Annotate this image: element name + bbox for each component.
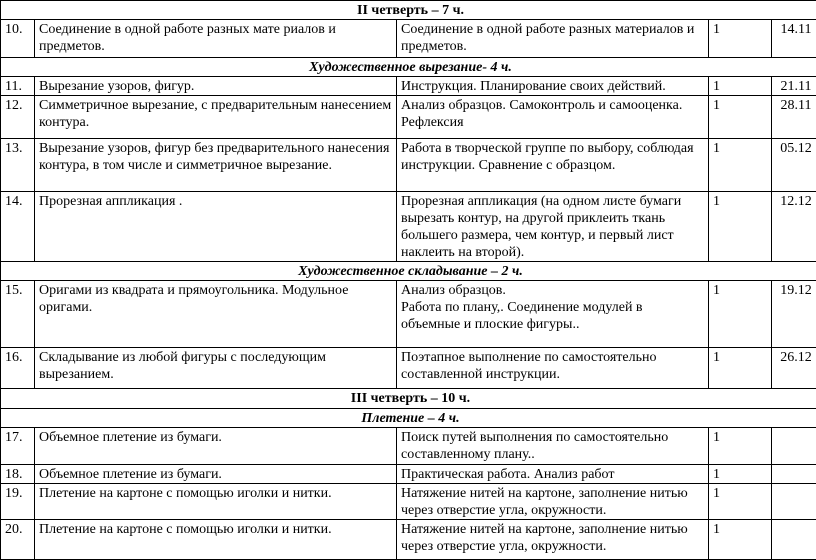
lesson-number: 12. (1, 96, 35, 139)
lesson-number: 11. (1, 77, 35, 96)
lesson-date (772, 428, 816, 465)
lesson-hours: 1 (709, 192, 772, 262)
lesson-hours: 1 (709, 465, 772, 484)
lesson-date: 26.12 (772, 348, 816, 389)
lesson-number: 14. (1, 192, 35, 262)
heading-row (1, 1, 816, 20)
lesson-hours: 1 (709, 520, 772, 560)
lesson-topic: Оригами из квадрата и прямоугольника. Модульное оригами. (35, 281, 397, 348)
lesson-number: 15. (1, 281, 35, 348)
lesson-activity: Натяжение нитей на картоне, заполнение нитью через отверстие угла, окружности. (397, 520, 709, 560)
lesson-row (1, 484, 816, 520)
lesson-number: 10. (1, 20, 35, 58)
lesson-hours: 1 (709, 484, 772, 520)
lesson-topic: Объемное плетение из бумаги. (35, 465, 397, 484)
lesson-activity: Работа в творческой группе по выбору, соблюдая инструкции. Сравнение с образцом. (397, 139, 709, 192)
lesson-date: 12.12 (772, 192, 816, 262)
lesson-topic: Соединение в одной работе разных мате риалов и предметов. (35, 20, 397, 58)
lesson-plan-body (1, 1, 816, 560)
lesson-hours: 1 (709, 348, 772, 389)
lesson-date: 21.11 (772, 77, 816, 96)
lesson-activity: Анализ образцов. Работа по плану,. Соединение модулей в объемные и плоские фигуры.. (397, 281, 709, 348)
lesson-row (1, 465, 816, 484)
lesson-topic: Вырезание узоров, фигур. (35, 77, 397, 96)
lesson-activity: Анализ образцов. Самоконтроль и самооценка. Рефлексия (397, 96, 709, 139)
lesson-topic: Объемное плетение из бумаги. (35, 428, 397, 465)
lesson-row (1, 77, 816, 96)
lesson-activity: Поиск путей выполнения по самостоятельно составленному плану.. (397, 428, 709, 465)
lesson-activity: Прорезная аппликация (на одном листе бумаги вырезать контур, на другой приклеить ткань большего размера, чем контур, и первый лист наклеить на второй). (397, 192, 709, 262)
lesson-topic: Плетение на картоне с помощью иголки и нитки. (35, 484, 397, 520)
lesson-topic: Складывание из любой фигуры с последующим вырезанием. (35, 348, 397, 389)
lesson-date: 05.12 (772, 139, 816, 192)
lesson-date (772, 484, 816, 520)
lesson-activity: Практическая работа. Анализ работ (397, 465, 709, 484)
lesson-number: 17. (1, 428, 35, 465)
section-heading: Плетение – 4 ч. (1, 409, 816, 428)
lesson-date: 14.11 (772, 20, 816, 58)
lesson-date (772, 465, 816, 484)
lesson-date: 19.12 (772, 281, 816, 348)
section-heading: Художественное вырезание- 4 ч. (1, 58, 816, 77)
lesson-number: 16. (1, 348, 35, 389)
lesson-topic: Плетение на картоне с помощью иголки и нитки. (35, 520, 397, 560)
lesson-hours: 1 (709, 281, 772, 348)
lesson-row (1, 139, 816, 192)
heading-row (1, 389, 816, 409)
lesson-date: 28.11 (772, 96, 816, 139)
lesson-topic: Прорезная аппликация . (35, 192, 397, 262)
lesson-row (1, 192, 816, 262)
lesson-number: 19. (1, 484, 35, 520)
lesson-hours: 1 (709, 428, 772, 465)
heading-row (1, 262, 816, 281)
lesson-activity: Натяжение нитей на картоне, заполнение нитью через отверстие угла, окружности. (397, 484, 709, 520)
lesson-hours: 1 (709, 139, 772, 192)
lesson-hours: 1 (709, 77, 772, 96)
section-heading: III четверть – 10 ч. (1, 389, 816, 409)
heading-row (1, 58, 816, 77)
heading-row (1, 409, 816, 428)
lesson-row (1, 348, 816, 389)
lesson-hours: 1 (709, 96, 772, 139)
lesson-row (1, 20, 816, 58)
lesson-activity: Поэтапное выполнение по самостоятельно составленной инструкции. (397, 348, 709, 389)
lesson-row (1, 281, 816, 348)
lesson-row (1, 96, 816, 139)
lesson-activity: Инструкция. Планирование своих действий. (397, 77, 709, 96)
lesson-number: 13. (1, 139, 35, 192)
lesson-number: 18. (1, 465, 35, 484)
lesson-number: 20. (1, 520, 35, 560)
lesson-topic: Вырезание узоров, фигур без предварительного нанесения контура, в том числе и симметричное вырезание. (35, 139, 397, 192)
lesson-activity: Соединение в одной работе разных материалов и предметов. (397, 20, 709, 58)
lesson-row (1, 428, 816, 465)
lesson-topic: Симметричное вырезание, с предварительным нанесением контура. (35, 96, 397, 139)
section-heading: Художественное складывание – 2 ч. (1, 262, 816, 281)
lesson-hours: 1 (709, 20, 772, 58)
section-heading: II четверть – 7 ч. (1, 1, 816, 20)
